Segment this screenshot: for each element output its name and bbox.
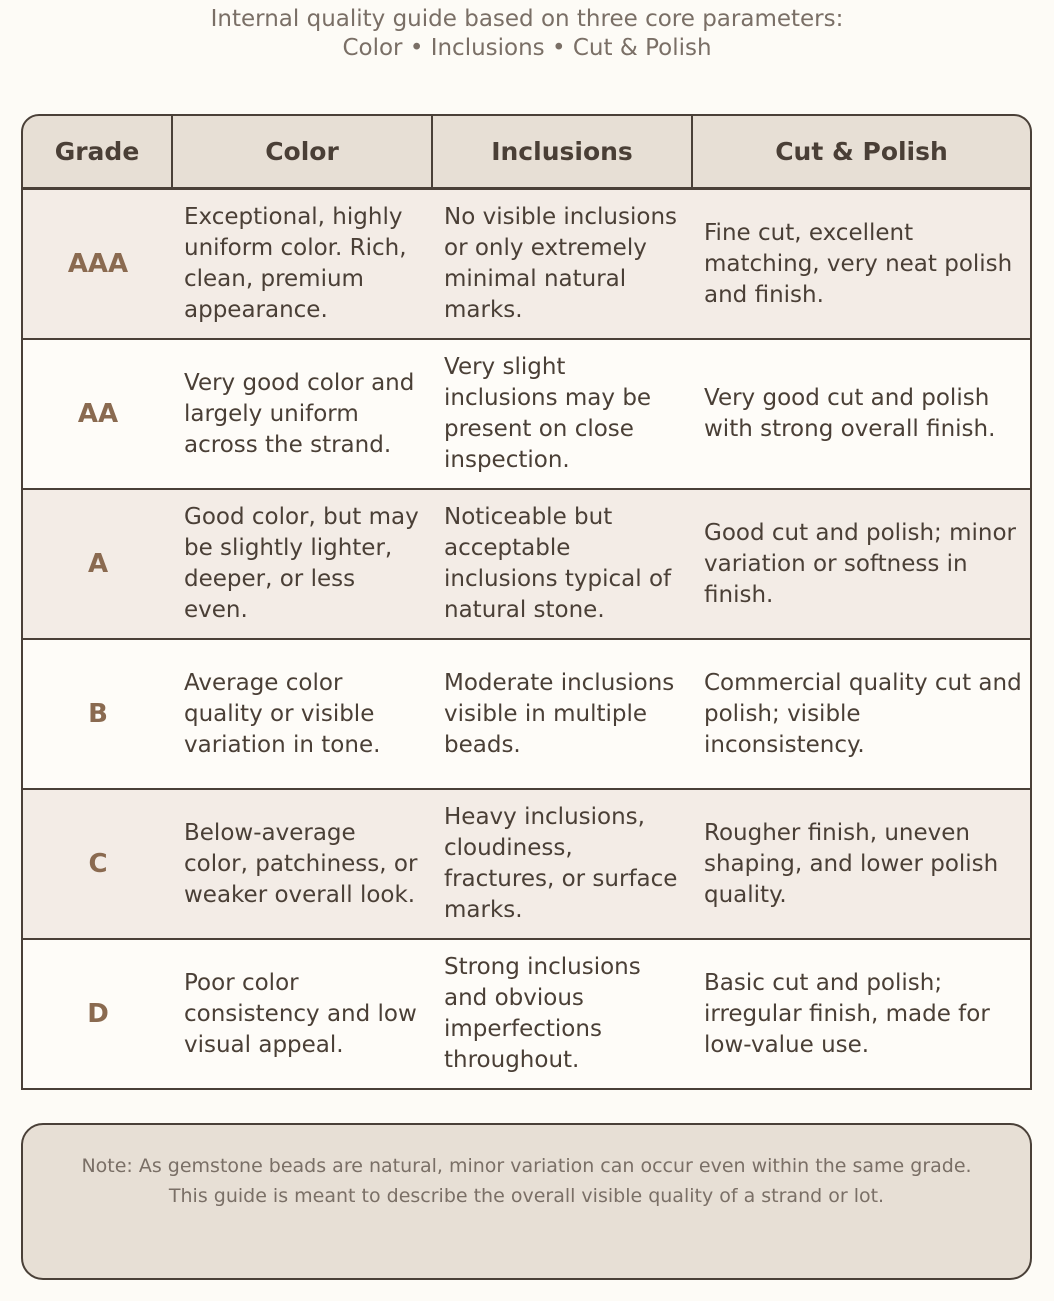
color-cell: Exceptional, highly uniform color. Rich, clean, premium appearance. [184, 204, 407, 323]
page-subtitle [0, 5, 1054, 63]
cut-polish-cell: Fine cut, excellent matching, very neat polish and finish. [704, 219, 1013, 308]
inclusions-cell: Very slight inclusions may be present on close inspection. [444, 354, 652, 473]
color-cell: Very good color and largely uniform across the strand. [184, 369, 415, 458]
header-grade: Grade [23, 116, 173, 187]
color-cell: Below-average color, patchiness, or weaker overall look. [184, 819, 418, 908]
header-inclusions: Inclusions [433, 116, 693, 187]
table-row [23, 188, 1030, 338]
note-box [21, 1123, 1032, 1280]
table-body [21, 188, 1032, 1090]
table-row [23, 488, 1030, 638]
color-cell: Average color quality or visible variation in tone. [184, 669, 381, 758]
subtitle-line-1: Internal quality guide based on three core parameters: [210, 6, 844, 32]
cut-polish-cell: Rougher finish, uneven shaping, and lower polish quality. [704, 819, 999, 908]
color-cell: Poor color consistency and low visual appeal. [184, 969, 417, 1058]
note-line-2: This guide is meant to describe the overall visible quality of a strand or lot. [168, 1185, 885, 1207]
inclusions-cell: No visible inclusions or only extremely minimal natural marks. [444, 204, 677, 323]
inclusions-cell: Noticeable but acceptable inclusions typical of natural stone. [444, 504, 672, 623]
header-cut-polish: Cut & Polish [775, 137, 948, 166]
cut-polish-cell: Very good cut and polish with strong overall finish. [704, 385, 996, 442]
table-row [23, 338, 1030, 488]
table-header [21, 114, 1032, 189]
subtitle-line-2: Color • Inclusions • Cut & Polish [342, 35, 712, 61]
color-cell: Good color, but may be slightly lighter, deeper, or less even. [184, 504, 419, 623]
inclusions-cell: Moderate inclusions visible in multiple beads. [444, 669, 675, 758]
grade-cell: AA [77, 398, 119, 429]
inclusions-cell: Strong inclusions and obvious imperfections throughout. [444, 954, 641, 1073]
grade-cell: AAA [67, 248, 129, 279]
grade-cell: C [88, 848, 108, 879]
cut-polish-cell: Basic cut and polish; irregular finish, made for low-value use. [704, 969, 990, 1058]
header-color: Color [173, 116, 433, 187]
table-row [23, 788, 1030, 938]
grade-cell: B [88, 698, 108, 729]
note-line-1: Note: As gemstone beads are natural, minor variation can occur even within the same grade. [81, 1155, 972, 1177]
grade-cell: D [87, 998, 109, 1029]
table-row [23, 938, 1030, 1088]
cut-polish-cell: Good cut and polish; minor variation or softness in finish. [704, 519, 1016, 608]
grade-cell: A [87, 548, 109, 579]
cut-polish-cell: Commercial quality cut and polish; visible inconsistency. [704, 669, 1022, 758]
table-row [23, 638, 1030, 788]
inclusions-cell: Heavy inclusions, cloudiness, fractures, or surface marks. [444, 804, 678, 923]
grading-table [21, 114, 1032, 1088]
